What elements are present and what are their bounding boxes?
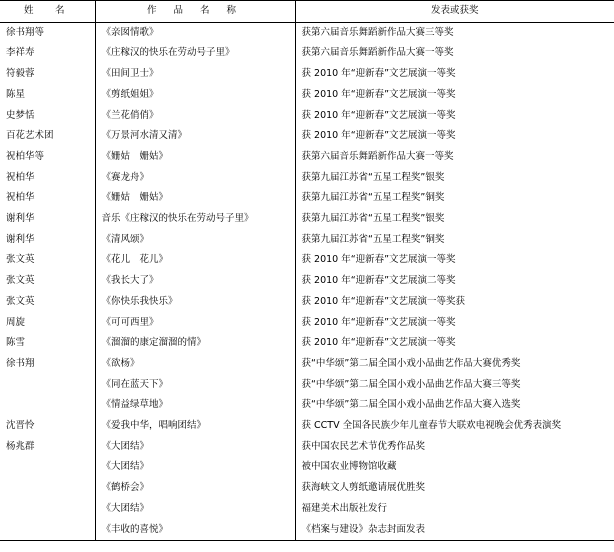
cell-award: 获 2010 年“迎新春”文艺展演一等奖 <box>295 250 614 271</box>
cell-name: 周旋 <box>6 316 26 328</box>
cell-work: 《赛龙舟》 <box>95 168 295 189</box>
table-row <box>0 416 614 437</box>
cell-award: 获第九届江苏省“五星工程奖”银奖 <box>295 168 614 189</box>
cell-work: 《花儿 花儿》 <box>95 250 295 271</box>
cell-work: 《清风颂》 <box>95 230 295 251</box>
cell-name: 祝柏华 <box>6 171 35 183</box>
cell-award: 获 2010 年“迎新春”文艺展演一等奖 <box>295 333 614 354</box>
cell-work: 《大团结》 <box>95 499 295 520</box>
cell-award: 获“中华颂”第二届全国小戏小品曲艺作品大赛优秀奖 <box>295 354 614 375</box>
cell-name <box>0 375 95 396</box>
cell-work: 《我长大了》 <box>95 271 295 292</box>
cell-work: 《欲杨》 <box>95 354 295 375</box>
table-row <box>0 230 614 251</box>
cell-award: 福建美术出版社发行 <box>295 499 614 520</box>
cell-work: 《姗姑 姗姑》 <box>95 147 295 168</box>
table-row <box>0 457 614 478</box>
cell-award: 获第六届音乐舞蹈新作品大赛一等奖 <box>295 43 614 64</box>
cell-name: 陈雪 <box>6 337 26 349</box>
cell-award: 获 CCTV 全国各民族少年儿童春节大联欢电视晚会优秀表演奖 <box>295 416 614 437</box>
header-award: 发表或获奖 <box>295 1 614 23</box>
cell-work: 《姗姑 姗姑》 <box>95 188 295 209</box>
cell-work: 《可可西里》 <box>95 313 295 334</box>
cell-award: 获“中华颂”第二届全国小戏小品曲艺作品大赛入选奖 <box>295 395 614 416</box>
cell-award: 被中国农业博物馆收藏 <box>295 457 614 478</box>
cell-award: 获中国农民艺术节优秀作品奖 <box>295 437 614 458</box>
cell-name: 符毅蓉 <box>6 68 35 80</box>
cell-award: 获 2010 年“迎新春”文艺展演一等奖 <box>295 64 614 85</box>
cell-work: 《大团结》 <box>95 437 295 458</box>
cell-award: 获 2010 年“迎新春”文艺展演一等奖 <box>295 85 614 106</box>
table-row <box>0 64 614 85</box>
table-row <box>0 395 614 416</box>
cell-name <box>0 457 95 478</box>
cell-work: 《大团结》 <box>95 457 295 478</box>
cell-name: 史梦恬 <box>6 109 35 121</box>
cell-name: 祝柏华等 <box>6 150 45 162</box>
table-row <box>0 168 614 189</box>
cell-name <box>0 499 95 520</box>
cell-award: 获 2010 年“迎新春”文艺展演二等奖 <box>295 271 614 292</box>
cell-name: 李祥寿 <box>6 47 35 59</box>
cell-award: 获 2010 年“迎新春”文艺展演一等奖 <box>295 106 614 127</box>
cell-work: 《你快乐我快乐》 <box>95 292 295 313</box>
cell-work: 《亲囡情歌》 <box>95 22 295 43</box>
cell-award: 获第九届江苏省“五星工程奖”铜奖 <box>295 188 614 209</box>
cell-work: 《情益绿草地》 <box>95 395 295 416</box>
cell-name: 谢利华 <box>6 233 35 245</box>
cell-award: 获第九届江苏省“五星工程奖”铜奖 <box>295 230 614 251</box>
cell-name: 徐书翔等 <box>6 26 45 38</box>
cell-work: 《丰收的喜悦》 <box>95 520 295 541</box>
table-row <box>0 209 614 230</box>
table-row <box>0 126 614 147</box>
cell-award: 《档案与建设》杂志封面发表 <box>295 520 614 541</box>
cell-name: 百花艺术团 <box>6 130 54 142</box>
cell-award: 获 2010 年“迎新春”文艺展演一等奖 <box>295 313 614 334</box>
table-row <box>0 188 614 209</box>
table-row <box>0 313 614 334</box>
table-row <box>0 478 614 499</box>
table-row <box>0 354 614 375</box>
cell-award: 获海峡文人剪纸邀请展优胜奖 <box>295 478 614 499</box>
cell-work: 《剪纸姐姐》 <box>95 85 295 106</box>
cell-name <box>0 395 95 416</box>
cell-name: 沈晋怜 <box>6 420 35 432</box>
cell-award: 获 2010 年“迎新春”文艺展演一等奖获 <box>295 292 614 313</box>
cell-award: 获第六届音乐舞蹈新作品大赛三等奖 <box>295 22 614 43</box>
cell-work: 《田间卫士》 <box>95 64 295 85</box>
header-row <box>0 1 614 23</box>
table-row <box>0 106 614 127</box>
cell-award: 获“中华颂”第二届全国小戏小品曲艺作品大赛三等奖 <box>295 375 614 396</box>
table-body <box>0 22 614 541</box>
cell-work: 《万景河水清又清》 <box>95 126 295 147</box>
table-row <box>0 520 614 541</box>
header-name: 姓 名 <box>23 5 71 16</box>
cell-name: 张文英 <box>6 275 35 287</box>
table-row <box>0 43 614 64</box>
table-row <box>0 375 614 396</box>
table-row <box>0 85 614 106</box>
cell-name <box>0 520 95 541</box>
table-row <box>0 437 614 458</box>
table-row <box>0 333 614 354</box>
cell-work: 《兰花俏俏》 <box>95 106 295 127</box>
cell-name: 谢利华 <box>6 213 35 225</box>
cell-name: 陈星 <box>6 88 26 100</box>
cell-award: 获第六届音乐舞蹈新作品大赛一等奖 <box>295 147 614 168</box>
table-row <box>0 499 614 520</box>
cell-work: 《爱我中华，唱响团结》 <box>95 416 295 437</box>
cell-work: 《同在蓝天下》 <box>95 375 295 396</box>
cell-name: 徐书翔 <box>6 357 35 369</box>
cell-name <box>0 478 95 499</box>
table-row <box>0 147 614 168</box>
cell-work: 《庄稼汉的快乐在劳动号子里》 <box>95 43 295 64</box>
table-row <box>0 250 614 271</box>
cell-award: 获第九届江苏省“五星工程奖”银奖 <box>295 209 614 230</box>
table-row <box>0 271 614 292</box>
table-row <box>0 292 614 313</box>
cell-work: 音乐《庄稼汉的快乐在劳动号子里》 <box>95 209 295 230</box>
table-header <box>0 1 614 23</box>
table-row <box>0 22 614 43</box>
cell-work: 《溜溜的康定溜溜的情》 <box>95 333 295 354</box>
cell-name: 张文英 <box>6 295 35 307</box>
cell-name: 张文英 <box>6 254 35 266</box>
cell-name: 杨兆群 <box>6 440 35 452</box>
header-work: 作 品 名 称 <box>95 1 295 23</box>
cell-award: 获 2010 年“迎新春”文艺展演一等奖 <box>295 126 614 147</box>
cell-name: 祝柏华 <box>6 192 35 204</box>
cell-work: 《鹤桥会》 <box>95 478 295 499</box>
